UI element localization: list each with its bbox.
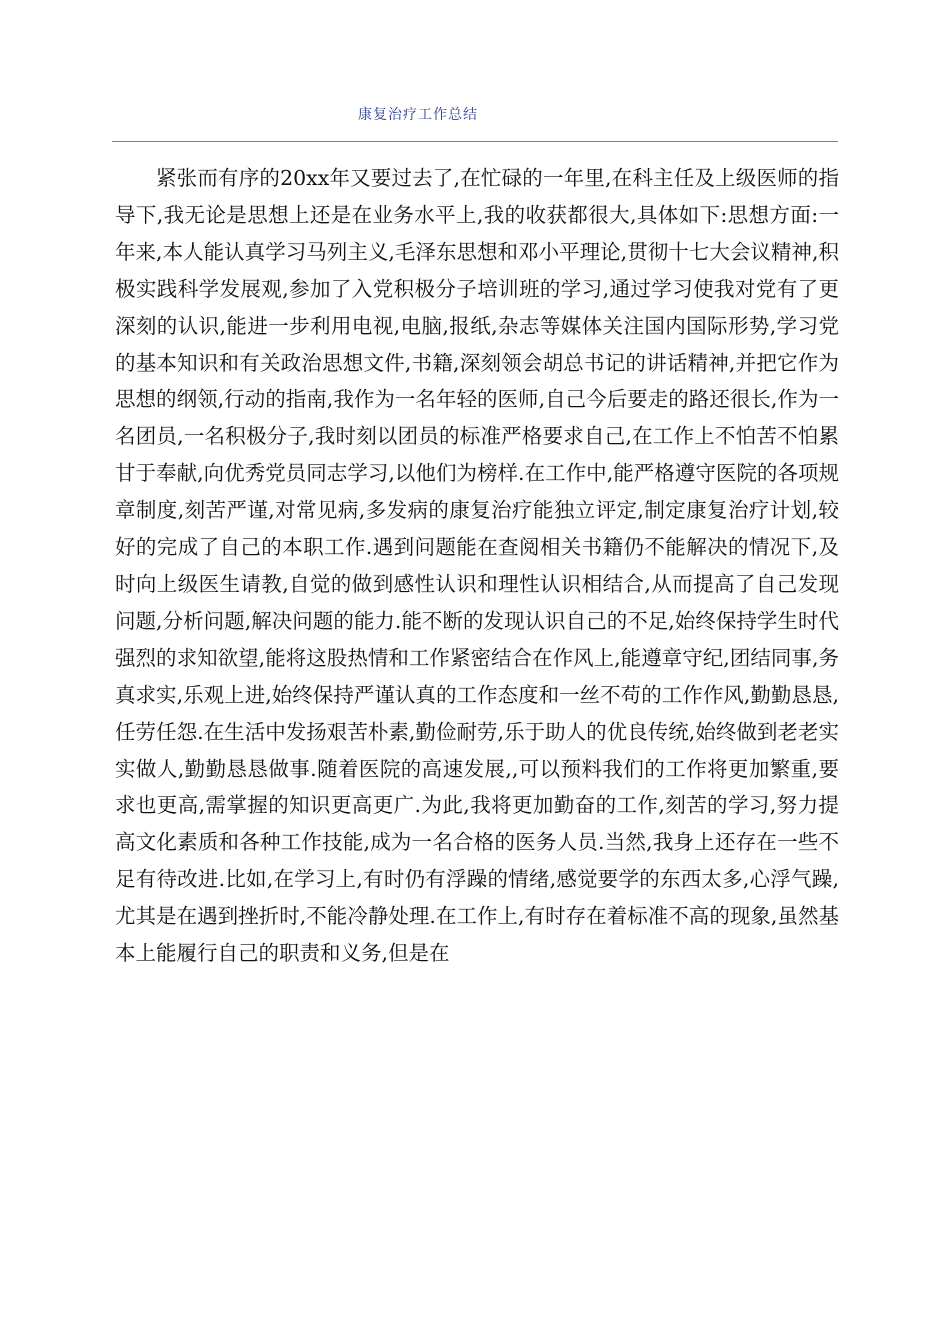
page-header-title: 康复治疗工作总结	[358, 107, 478, 123]
body-paragraph: 紧张而有序的20xx年又要过去了,在忙碌的一年里,在科主任及上级医师的指导下,我无论是思想上还是在业务水平上,我的收获都很大,具体如下:思想方面:一年来,本人能认真学习马列主义,毛泽东思想和邓小平理论,贯彻十七大会议精神,积极实践科学发展观,参加了入党积极分子培训班的学习,通过学习使我对党有了更深刻的认识,能进一步利用电视,电脑,报纸,杂志等媒体关注国内国际形势,学习党的基本知识和有关政治思想文件,书籍,深刻领会胡总书记的讲话精神,并把它作为思想的纲领,行动的指南,我作为一名年轻的医师,自己今后要走的路还很长,作为一名团员,一名积极分子,我时刻以团员的标准严格要求自己,在工作上不怕苦不怕累甘于奉献,向优秀党员同志学习,以他们为榜样.在工作中,能严格遵守医院的各项规章制度,刻苦严谨,对常见病,多发病的康复治疗能独立评定,制定康复治疗计划,较好的完成了自己的本职工作.遇到问题能在查阅相关书籍仍不能解决的情况下,及时向上级医生请教,自觉的做到感性认识和理性认识相结合,从而提高了自己发现问题,分析问题,解决问题的能力.能不断的发现认识自己的不足,始终保持学生时代强烈的求知欲望,能将这股热情和工作紧密结合在作风上,能遵章守纪,团结同事,务真求实,乐观上进,始终保持严谨认真的工作态度和一丝不苟的工作作风,勤勤恳恳,任劳任怨.在生活中发扬艰苦朴素,勤俭耐劳,乐于助人的优良传统,始终做到老老实实做人,勤勤恳恳做事.随着医院的高速发展,,可以预料我们的工作将更加繁重,要求也更高,需掌握的知识更高更广.为此,我将更加勤奋的工作,刻苦的学习,努力提高文化素质和各种工作技能,成为一名合格的医务人员.当然,我身上还存在一些不足有待改进.比如,在学习上,有时仍有浮躁的情绪,感觉要学的东西太多,心浮气躁,尤其是在遇到挫折时,不能冷静处理.在工作上,有时存在着标准不高的现象,虽然基本上能履行自己的职责和义务,但是在	[115, 166, 839, 966]
header-divider	[112, 141, 838, 142]
